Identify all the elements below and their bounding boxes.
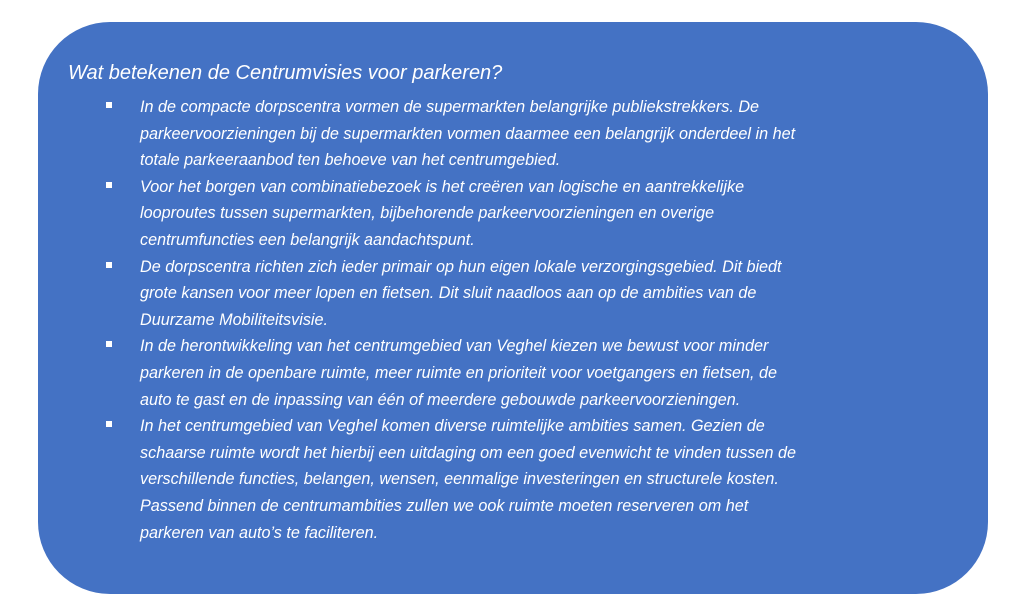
bullet-list: [104, 94, 796, 546]
list-item-text-line: parkeren van auto’s te faciliteren.: [140, 523, 379, 542]
list-item-text-line: De dorpscentra richten zich ieder primair op hun eigen lokale verzorgingsgebied. Dit biedt: [140, 257, 782, 276]
list-item: [104, 174, 796, 254]
list-item-text-line: totale parkeeraanbod ten behoeve van het centrumgebied.: [140, 151, 561, 170]
list-item-text-line: verschillende functies, belangen, wensen, eenmalige investeringen en structurele kosten.: [140, 470, 779, 489]
list-item: [104, 413, 796, 546]
list-item-text-line: Passend binnen de centrumambities zullen we ook ruimte moeten reserveren om het: [140, 496, 749, 515]
square-bullet-icon: [106, 182, 112, 188]
list-item-text-line: Voor het borgen van combinatiebezoek is het creëren van logische en aantrekkelijke: [140, 177, 745, 196]
list-item-text-line: auto te gast en de inpassing van één of meerdere gebouwde parkeervoorzieningen.: [140, 390, 741, 409]
list-item: [104, 94, 796, 174]
list-item-text-line: grote kansen voor meer lopen en fietsen. Dit sluit naadloos aan op de ambities van de: [140, 284, 757, 303]
square-bullet-icon: [106, 102, 112, 108]
list-item-text-line: parkeren in de openbare ruimte, meer ruimte en prioriteit voor voetgangers en fietsen, de: [140, 363, 778, 382]
list-item: [104, 254, 796, 334]
list-item: [104, 333, 796, 413]
list-item-text-line: In de herontwikkeling van het centrumgebied van Veghel kiezen we bewust voor minder: [140, 337, 769, 356]
list-item-text-line: In de compacte dorpscentra vormen de supermarkten belangrijke publiekstrekkers. De: [140, 98, 760, 116]
list-item-text-line: schaarse ruimte wordt het hierbij een uitdaging om een goed evenwicht te vinden tussen de: [140, 443, 796, 462]
square-bullet-icon: [106, 341, 112, 347]
square-bullet-icon: [106, 421, 112, 427]
list-item-text-line: parkeervoorzieningen bij de supermarkten vormen daarmee een belangrijk onderdeel in het: [140, 124, 796, 143]
box-title: Wat betekenen de Centrumvisies voor parkeren?: [68, 62, 503, 84]
list-item-text-line: looproutes tussen supermarkten, bijbehorende parkeervoorzieningen en overige: [140, 204, 715, 223]
list-item-text-line: centrumfuncties een belangrijk aandachtspunt.: [140, 230, 475, 249]
list-item-text-line: Duurzame Mobiliteitsvisie.: [140, 310, 329, 329]
square-bullet-icon: [106, 262, 112, 268]
list-item-text-line: In het centrumgebied van Veghel komen diverse ruimtelijke ambities samen. Gezien de: [140, 417, 765, 436]
